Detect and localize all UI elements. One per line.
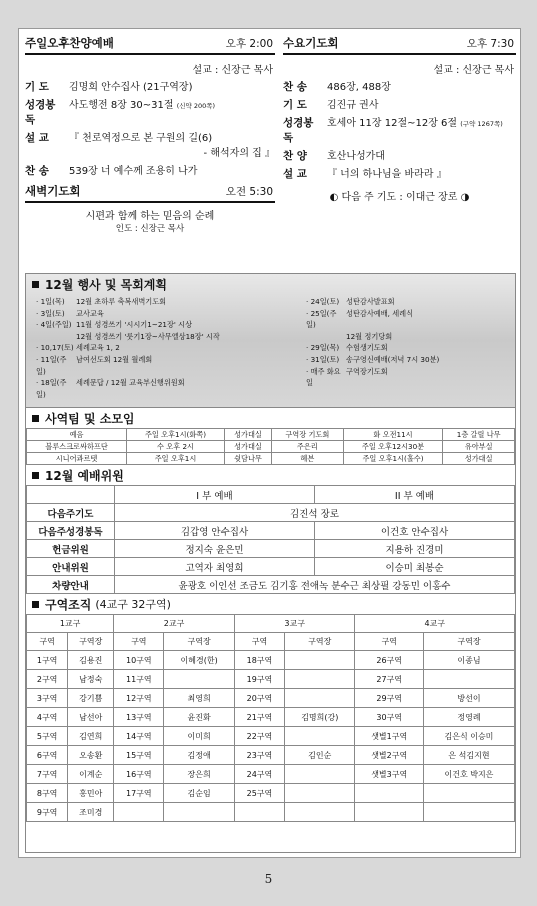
page-number: 5 <box>264 872 273 886</box>
table-cell: 홍민아 <box>68 784 114 803</box>
table-cell: 혜븐 <box>271 453 343 465</box>
table-cell: 이건호 안수집사 <box>314 522 514 540</box>
worship-committee-table <box>26 485 515 594</box>
row-value-text: 539장 너 예수께 조용히 나가 <box>69 166 198 177</box>
service-row <box>283 116 516 146</box>
events-title: 12월 행사 및 목회계획 <box>26 274 515 294</box>
table-cell <box>355 784 423 803</box>
row-label: 다음주기도 <box>27 504 115 522</box>
preacher: 설교 : 신장근 목사 <box>433 65 514 76</box>
table-row <box>27 689 515 708</box>
event-item <box>36 331 301 343</box>
table-cell: 1층 갈릴 나무 <box>443 429 515 441</box>
table-row <box>27 504 515 522</box>
event-item <box>36 377 301 400</box>
event-date: · 4일(주일) <box>36 320 72 330</box>
table-cell: 24구역 <box>234 765 284 784</box>
section-time: 오후 2:00 <box>225 38 273 50</box>
row-value-text: 『 너의 하나님을 바라라 』 <box>327 169 447 180</box>
event-date: · 31일(토) <box>306 354 340 364</box>
service-row <box>283 80 516 95</box>
table-cell: 27구역 <box>355 670 423 689</box>
table-cell <box>423 784 514 803</box>
event-date: · 1일(목) <box>36 297 65 306</box>
event-item <box>306 354 511 366</box>
wednesday-prayer-service <box>283 35 516 203</box>
table-cell: 20구역 <box>234 689 284 708</box>
row-value <box>69 80 275 95</box>
row-value-text: 호산나성가대 <box>327 151 385 162</box>
table-cell: 김갑영 안수집사 <box>115 522 315 540</box>
section-title: 수요기도회 <box>283 36 339 50</box>
table-cell: 30구역 <box>355 708 423 727</box>
table-cell: 유아부실 <box>443 441 515 453</box>
parish-header: 1교구 <box>27 615 114 633</box>
table-cell: 샛별2구역 <box>355 746 423 765</box>
row-value <box>327 98 516 113</box>
table-cell: 이건호 박지은 <box>423 765 514 784</box>
dawn-theme: 시편과 함께 하는 믿음의 순례 <box>85 211 215 222</box>
table-cell: 김은식 이승미 <box>423 727 514 746</box>
table-cell <box>234 803 284 822</box>
table-cell: 17구역 <box>114 784 164 803</box>
table-cell: 13구역 <box>114 708 164 727</box>
row-value-text: 호세아 11장 12절~12장 6절 <box>327 118 458 129</box>
table-cell: 김명희(강) <box>285 708 355 727</box>
table-cell <box>164 803 234 822</box>
table-cell: 16구역 <box>114 765 164 784</box>
service-row <box>25 164 275 179</box>
row-value-text: 김명희 안수집사 (21구역장) <box>69 82 193 93</box>
table-cell <box>355 803 423 822</box>
row-value-text: 486장, 488장 <box>327 82 391 93</box>
table-cell: 7구역 <box>27 765 68 784</box>
table-cell: 6구역 <box>27 746 68 765</box>
table-cell: 9구역 <box>27 803 68 822</box>
column-header: 구역 <box>234 633 284 651</box>
square-bullet-icon <box>32 281 39 288</box>
table-cell: 23구역 <box>234 746 284 765</box>
event-item <box>36 342 301 354</box>
next-week-prayer: ◐ 다음 주 기도 : 이대근 장로 ◑ <box>329 192 470 203</box>
events-section <box>26 274 515 408</box>
table-row <box>27 708 515 727</box>
table-cell: 오송환 <box>68 746 114 765</box>
table-cell: 블루스크로싸하프단 <box>27 441 127 453</box>
table-cell <box>285 651 355 670</box>
service-row <box>283 167 516 182</box>
table-row <box>27 784 515 803</box>
table-cell <box>285 689 355 708</box>
event-date: · 29일(목) <box>306 343 340 353</box>
event-text: 성탄감사예배, 세례식 <box>346 308 414 318</box>
table-cell: 남선아 <box>68 708 114 727</box>
table-cell: 25구역 <box>234 784 284 803</box>
table-cell: 예음 <box>27 429 127 441</box>
service-row <box>283 98 516 113</box>
event-text: 남여선도회 12월 월례회 <box>76 354 153 364</box>
service-row <box>283 149 516 164</box>
table-cell: 김순임 <box>164 784 234 803</box>
parish-header: 4교구 <box>355 615 515 633</box>
table-cell: 15구역 <box>114 746 164 765</box>
table-cell: 주일 오후12시30분 <box>343 441 443 453</box>
event-item <box>306 342 511 354</box>
table-cell: 이혜경(한) <box>164 651 234 670</box>
table-cell: 지용하 진경미 <box>314 540 514 558</box>
row-value <box>327 116 516 146</box>
table-cell: 성가대실 <box>224 441 271 453</box>
event-text: 12월 정기당회 <box>346 331 393 341</box>
table-cell: 4구역 <box>27 708 68 727</box>
table-cell: 최영희 <box>164 689 234 708</box>
table-cell <box>164 670 234 689</box>
ministry-title: 사역팀 및 소모임 <box>26 408 515 428</box>
square-bullet-icon <box>32 601 39 608</box>
table-cell: 윤진화 <box>164 708 234 727</box>
column-header: 구역 <box>27 633 68 651</box>
order-of-service <box>25 80 275 179</box>
column-header: 구역 <box>355 633 423 651</box>
table-cell: 쉿담나무 <box>224 453 271 465</box>
event-text: 구역장기도회 <box>346 366 388 376</box>
table-cell: 22구역 <box>234 727 284 746</box>
event-text: 12월 성경쓰기 '룻기1장~사무엘상18장' 시작 <box>76 331 220 341</box>
event-item <box>306 296 511 308</box>
table-row <box>27 576 515 594</box>
table-cell: 10구역 <box>114 651 164 670</box>
column-header: 구역장 <box>68 633 114 651</box>
table-cell: 김진석 장로 <box>115 504 515 522</box>
table-cell <box>285 784 355 803</box>
events-left-column <box>36 296 301 400</box>
table-cell: 고역자 최영희 <box>115 558 315 576</box>
table-cell: 이종님 <box>423 651 514 670</box>
row-value <box>327 149 516 164</box>
table-cell: 주일 오후1시(홀수) <box>343 453 443 465</box>
event-date: · 25일(주일) <box>306 308 337 330</box>
section-time: 오후 7:30 <box>466 38 514 50</box>
table-cell: 김정애 <box>164 746 234 765</box>
table-cell: 샛별3구역 <box>355 765 423 784</box>
district-table <box>26 614 515 822</box>
event-item <box>306 331 511 343</box>
section-header <box>25 183 275 203</box>
table-cell: 김용진 <box>68 651 114 670</box>
table-cell <box>423 670 514 689</box>
event-date <box>36 331 76 343</box>
table-cell: 윤광호 이인선 조금도 김기홍 전애녹 분수근 최상필 강동민 이홍수 <box>115 576 515 594</box>
table-cell: 26구역 <box>355 651 423 670</box>
table-cell: 김인순 <box>285 746 355 765</box>
event-item <box>36 308 301 320</box>
table-cell: 방선이 <box>423 689 514 708</box>
table-cell <box>285 727 355 746</box>
row-value <box>327 167 516 182</box>
event-date: · 11일(주일) <box>36 354 67 376</box>
preacher: 설교 : 신장근 목사 <box>192 65 273 76</box>
table-cell: 구역장 기도회 <box>271 429 343 441</box>
table-cell <box>114 803 164 822</box>
table-cell: 강기쁨 <box>68 689 114 708</box>
event-item <box>306 366 511 389</box>
table-row <box>27 522 515 540</box>
row-label: 기 도 <box>25 81 49 93</box>
row-label: 설 교 <box>25 132 49 144</box>
table-cell: 29구역 <box>355 689 423 708</box>
table-cell: 5구역 <box>27 727 68 746</box>
row-label: 헌금위원 <box>27 540 115 558</box>
announcements-frame <box>25 273 516 853</box>
table-cell <box>27 486 115 504</box>
table-row <box>27 558 515 576</box>
square-bullet-icon <box>32 472 39 479</box>
event-item <box>36 319 301 331</box>
section-title: 새벽기도회 <box>25 184 81 198</box>
table-row <box>27 486 515 504</box>
district-title: 구역조직 (4교구 32구역) <box>26 594 515 614</box>
table-cell: 이미희 <box>164 727 234 746</box>
table-cell: 8구역 <box>27 784 68 803</box>
order-of-service <box>283 80 516 182</box>
section-header <box>25 35 275 55</box>
table-cell: 수 오후 2시 <box>127 441 225 453</box>
parish-header: 2교구 <box>114 615 235 633</box>
event-item <box>306 308 511 331</box>
column-header: 구역 <box>114 633 164 651</box>
column-header: 구역장 <box>285 633 355 651</box>
service-row <box>25 80 275 95</box>
table-cell: 주은리 <box>271 441 343 453</box>
event-date: · 3일(토) <box>36 308 65 318</box>
table-row <box>27 441 515 453</box>
row-label: 성경봉독 <box>283 117 314 144</box>
table-cell: 조미경 <box>68 803 114 822</box>
row-note: (구약 1267쪽) <box>460 120 503 128</box>
table-cell: 1구역 <box>27 651 68 670</box>
event-date <box>306 331 346 343</box>
table-cell: 이승미 최봉순 <box>314 558 514 576</box>
header-row <box>27 633 515 651</box>
event-date: · 24일(토) <box>306 297 340 306</box>
row-label: 성경봉독 <box>25 99 56 126</box>
table-cell: 성가대실 <box>224 429 271 441</box>
event-text: 송구영신예배(저녁 7시 30분) <box>346 354 440 364</box>
event-text: 세례교육 1, 2 <box>76 343 120 353</box>
table-cell <box>285 765 355 784</box>
table-cell: 시니어콰르텟 <box>27 453 127 465</box>
row-label: 기 도 <box>283 99 307 111</box>
event-item <box>36 354 301 377</box>
table-cell: 샛별1구역 <box>355 727 423 746</box>
events-right-column <box>306 296 511 389</box>
row-label: 다음주성경봉독 <box>27 522 115 540</box>
section-title: 주일오후찬양예배 <box>25 36 114 50</box>
table-cell: 3구역 <box>27 689 68 708</box>
event-date: · 10,17(토) <box>36 343 74 353</box>
event-item <box>36 296 301 308</box>
worship-committee-title: 12월 예배위원 <box>26 465 515 485</box>
table-row <box>27 540 515 558</box>
column-header: 구역장 <box>423 633 514 651</box>
table-cell: 14구역 <box>114 727 164 746</box>
service-row <box>25 98 275 128</box>
table-cell <box>423 803 514 822</box>
row-value <box>69 164 275 179</box>
event-text: 성탄감사발표회 <box>346 297 395 306</box>
row-label: 차량안내 <box>27 576 115 594</box>
row-label: 안내위원 <box>27 558 115 576</box>
row-label: 찬 송 <box>283 81 307 93</box>
sunday-afternoon-service <box>25 35 275 234</box>
row-label: 찬 양 <box>283 150 307 162</box>
event-text: 수험생기도회 <box>346 343 388 353</box>
row-label: 설 교 <box>283 168 307 180</box>
column-header: I 부 예배 <box>115 486 315 504</box>
column-header: 구역장 <box>164 633 234 651</box>
table-cell <box>285 803 355 822</box>
section-time: 오전 5:30 <box>225 186 273 198</box>
services-section <box>25 35 516 273</box>
table-cell: 19구역 <box>234 670 284 689</box>
table-cell: 성가대실 <box>443 453 515 465</box>
table-row <box>27 727 515 746</box>
table-cell: 장은희 <box>164 765 234 784</box>
table-cell: 주일 오후1시 <box>127 453 225 465</box>
column-header: II 부 예배 <box>314 486 514 504</box>
dawn-leader: 인도 : 신장근 목사 <box>115 224 185 234</box>
table-cell: 화 오전11시 <box>343 429 443 441</box>
table-cell: 11구역 <box>114 670 164 689</box>
table-cell: 주일 오후1시(화쪽) <box>127 429 225 441</box>
table-cell: 2구역 <box>27 670 68 689</box>
row-note: (신약 200쪽) <box>176 102 216 110</box>
table-cell: 김연희 <box>68 727 114 746</box>
event-date: · 매주 화요일 <box>306 366 341 388</box>
table-cell: 은 석김지현 <box>423 746 514 765</box>
table-row <box>27 765 515 784</box>
table-cell: 정영례 <box>423 708 514 727</box>
table-row <box>27 746 515 765</box>
parish-header: 3교구 <box>234 615 355 633</box>
table-row <box>27 429 515 441</box>
bulletin-page <box>18 28 521 858</box>
table-cell: 12구역 <box>114 689 164 708</box>
table-row <box>27 670 515 689</box>
event-text: 12월 초하루 축복새벽기도회 <box>76 297 167 306</box>
table-row <box>27 651 515 670</box>
section-header <box>283 35 516 55</box>
event-text: 교사교육 <box>76 308 104 318</box>
table-cell: 정지숙 윤은민 <box>115 540 315 558</box>
event-text: 세례문답 / 12월 교육부신행위원회 <box>76 378 185 388</box>
table-cell: 이계순 <box>68 765 114 784</box>
event-date: · 18일(주일) <box>36 378 67 399</box>
table-cell: 18구역 <box>234 651 284 670</box>
dawn-prayer-service <box>25 183 275 234</box>
table-cell: 21구역 <box>234 708 284 727</box>
row-value-cont: - 해석자의 집 』 <box>203 148 275 159</box>
table-cell <box>285 670 355 689</box>
row-value <box>69 98 275 128</box>
row-value-text: 김진규 권사 <box>327 100 379 111</box>
service-row <box>25 131 275 161</box>
table-row <box>27 453 515 465</box>
ministry-table <box>26 428 515 465</box>
table-row <box>27 803 515 822</box>
square-bullet-icon <box>32 415 39 422</box>
event-text: 11월 성경쓰기 '시시기1~21장' 시상 <box>76 320 193 330</box>
row-value <box>327 80 516 95</box>
row-value-text: 사도행전 8장 30~31절 <box>69 100 174 111</box>
table-cell: 남정숙 <box>68 670 114 689</box>
header-row <box>27 615 515 633</box>
row-value-text: 『 천로역정으로 본 구원의 길(6) <box>69 133 213 144</box>
row-value <box>69 131 275 161</box>
row-label: 찬 송 <box>25 165 49 177</box>
